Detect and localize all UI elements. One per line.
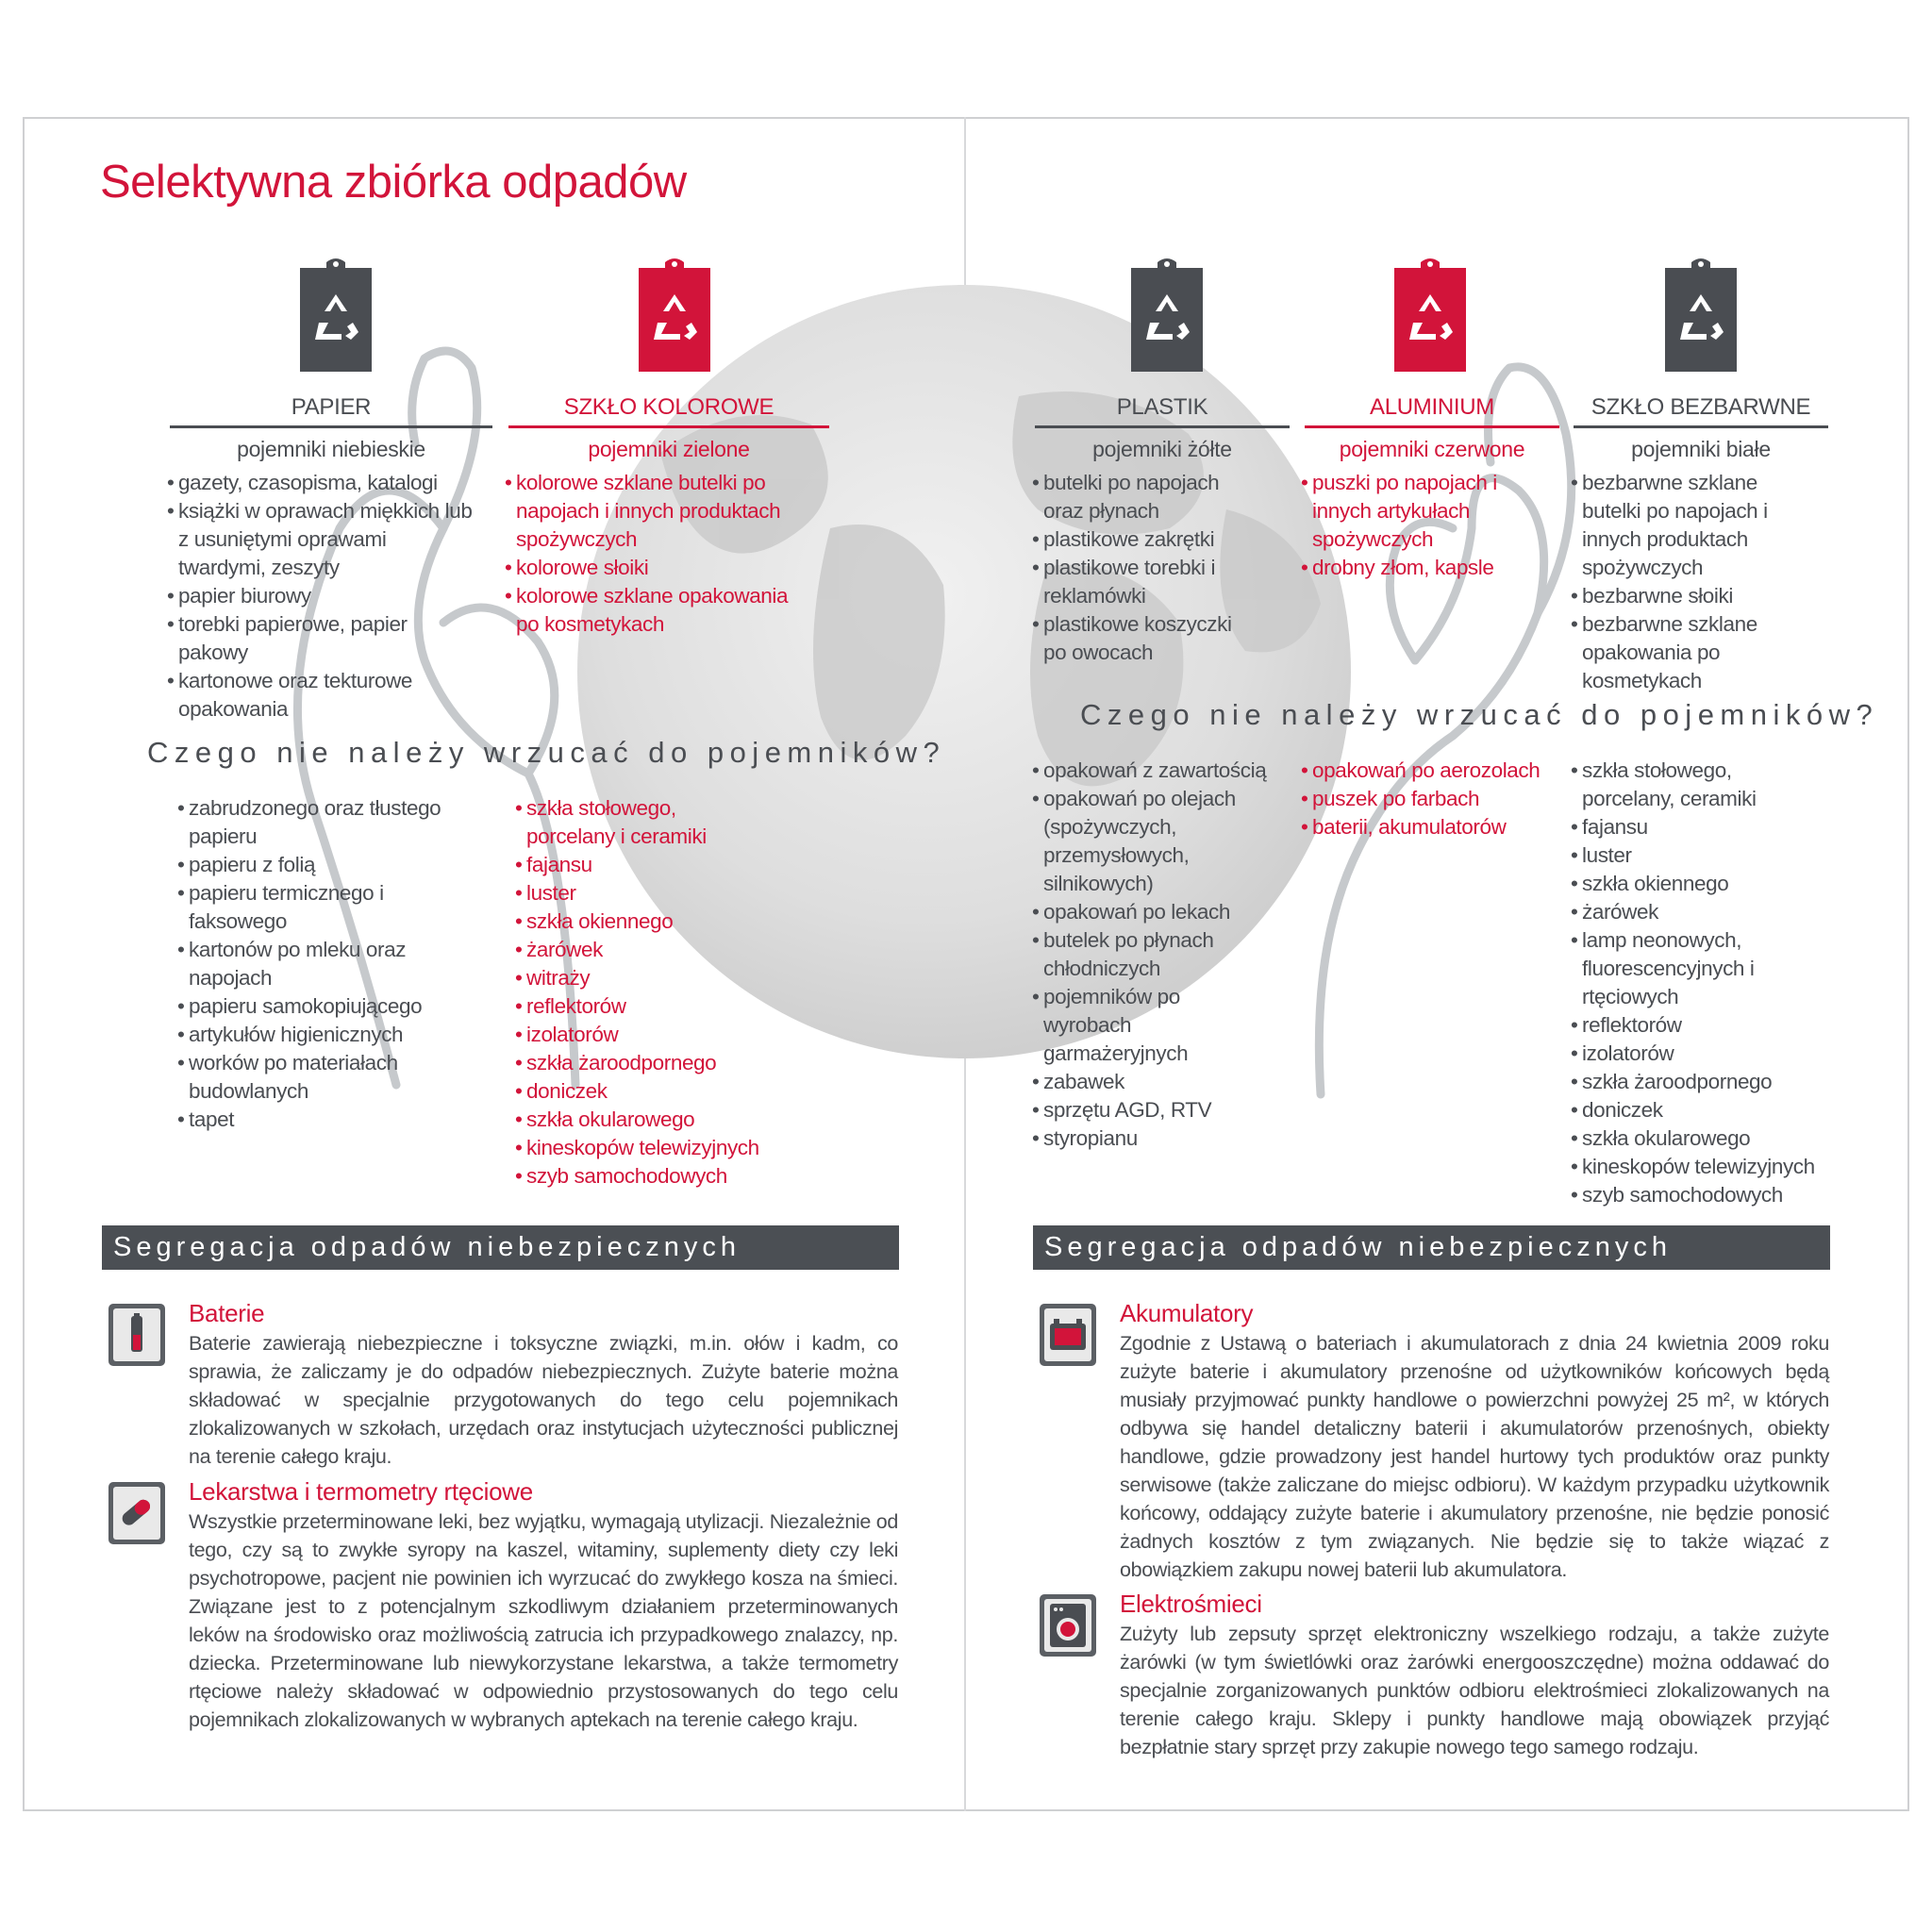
list-item: • styropianu <box>1032 1124 1268 1153</box>
list-item: • żarówek <box>1571 898 1821 926</box>
allowed-list-papier <box>167 469 478 724</box>
container-label: pojemniki czerwone <box>1339 437 1525 461</box>
section-body-elektrosmieci: Zużyty lub zepsuty sprzęt elektroniczny wszelkiego rodzaju, a także zużyte żarówki (w tym świetlówki oraz żarówki energooszczędne) można oddawać do specjalnie zorganizowanych punktów odbioru elektrośmieci zlokalizowanych na terenie całego kraju. Sklepy i punkty handlowe mają obowiązek przyjąć bezpłatnie stary sprzęt przy zakupie nowego tego samego rodzaju. <box>1120 1623 1829 1758</box>
category-name: PLASTIK <box>1116 394 1208 420</box>
list-item: • żarówek <box>515 936 770 964</box>
container-label: pojemniki niebieskie <box>237 437 425 461</box>
list-item: • szkła stołowego, porcelany, ceramiki <box>1571 757 1821 813</box>
section-title-akumulatory: Akumulatory <box>1120 1299 1254 1327</box>
category-name: SZKŁO BEZBARWNE <box>1591 394 1811 420</box>
list-item: • butelek po płynach chłodniczych <box>1032 926 1268 983</box>
list-item: • bezbarwne szklane butelki po napojach i innych produktach spożywczych <box>1571 469 1821 582</box>
container-label: pojemniki białe <box>1631 437 1771 461</box>
list-item: • bezbarwne szklane opakowania po kosmetykach <box>1571 610 1821 695</box>
washing-machine-icon <box>1039 1593 1097 1657</box>
list-item: • gazety, czasopisma, katalogi <box>167 469 478 497</box>
list-item: • szkła żaroodpornego <box>515 1049 770 1077</box>
category-aluminium <box>1305 393 1559 462</box>
recycle-bin-icon <box>289 255 383 377</box>
list-item: • puszki po napojach i innych artykułach spożywczych <box>1301 469 1556 554</box>
list-item: • pojemników po wyrobach garmażeryjnych <box>1032 983 1268 1068</box>
category-name: PAPIER <box>291 394 372 420</box>
list-item: • zabawek <box>1032 1068 1268 1096</box>
page-title: Selektywna zbiórka odpadów <box>100 157 687 208</box>
list-item: • baterii, akumulatorów <box>1301 813 1556 841</box>
list-item: • papier biurowy <box>167 582 478 610</box>
list-item: • torebki papierowe, papier pakowy <box>167 610 478 667</box>
section-body-baterie: Baterie zawierają niebezpieczne i toksyczne związki, m.in. ołów i kadm, co sprawia, że zaliczamy je do odpadów niebezpiecznych. Zużyte baterie można składować w specjalnie przygotowanych do tego celu pojemnikach zlokalizowanych w szkołach, urzędach oraz instytucjach użyteczności publicznej na terenie całego kraju. <box>189 1332 898 1468</box>
category-szklo-kolorowe <box>508 393 829 462</box>
recycle-bin-icon <box>627 255 722 377</box>
list-item: • opakowań po olejach (spożywczych, przemysłowych, silnikowych) <box>1032 785 1268 898</box>
list-item: • izolatorów <box>1571 1040 1821 1068</box>
section-body-akumulatory: Zgodnie z Ustawą o bateriach i akumulatorach z dnia 24 kwietnia 2009 roku zużyte baterie i akumulatory przenośne od użytkowników końcowych będą musiały przyjmować punkty handlowe o powierzchni powyżej 25 m², w których odbywa się handel detaliczny baterii i akumulatorów przenośnych, obiekty handlowe, gdzie prowadzony jest handel hurtowy tych produktów oraz punkty serwisowe (także zaliczane do miejsc odbioru). W każdym przypadku użytkownik końcowy, oddający zużyte baterie i akumulatory przenośne, nie będzie ponosić żadnych kosztów z tym związanych. Nie będzie się to także wiązać z obowiązkiem zakupu nowej baterii lub akumulatora. <box>1120 1332 1829 1581</box>
not-allowed-list-papier <box>177 794 479 1134</box>
allowed-list-szklo-bezbarwne <box>1571 469 1821 695</box>
container-label: pojemniki zielone <box>588 437 750 461</box>
list-item: • papieru samokopiującego <box>177 992 479 1021</box>
list-item: • witraży <box>515 964 770 992</box>
container-label: pojemniki żółte <box>1092 437 1232 461</box>
list-item: • luster <box>1571 841 1821 870</box>
category-plastik <box>1035 393 1290 462</box>
list-item: • kartonów po mleku oraz napojach <box>177 936 479 992</box>
list-item: • szkła okiennego <box>515 908 770 936</box>
section-body-lekarstwa: Wszystkie przeterminowane leki, bez wyjątku, wymagają utylizacji. Niezależnie od tego, czy są to zwykłe syropy na kaszel, witaminy, suplementy diety czy leki psychotropowe, pacjent nie powinien ich wyrzucać do zwykłego kosza na śmieci. Związane jest to z potencjalnym szkodliwym działaniem przeterminowanych leków na środowisko oraz możliwością zatrucia ich przypadkowego znalazcy, np. dziecka. Przeterminowane lub niewykorzystane lekarstwa, a także termometry rtęciowe należy składować w odpowiednio przystosowanych do tego celu pojemnikach zlokalizowanych w wybranych aptekach na terenie całego kraju. <box>189 1510 898 1731</box>
list-item: • doniczek <box>1571 1096 1821 1124</box>
list-item: • plastikowe zakrętki <box>1032 525 1249 554</box>
list-item: • papieru z folią <box>177 851 479 879</box>
list-item: • reflektorów <box>1571 1011 1821 1040</box>
allowed-list-szklo-kolorowe <box>505 469 807 639</box>
list-item: • opakowań po aerozolach <box>1301 757 1556 785</box>
section-title-lekarstwa: Lekarstwa i termometry rtęciowe <box>189 1477 533 1506</box>
list-item: • szkła okularowego <box>1571 1124 1821 1153</box>
list-item: • kolorowe szklane opakowania po kosmetykach <box>505 582 807 639</box>
list-item: • lamp neonowych, fluorescencyjnych i rtęciowych <box>1571 926 1821 1011</box>
list-item: • opakowań z zawartością <box>1032 757 1268 785</box>
list-item: • szyb samochodowych <box>1571 1181 1821 1209</box>
category-rule <box>1035 425 1290 428</box>
list-item: • papieru termicznego i faksowego <box>177 879 479 936</box>
category-papier <box>170 393 492 462</box>
category-name: ALUMINIUM <box>1370 394 1494 420</box>
list-item: • plastikowe torebki i reklamówki <box>1032 554 1249 610</box>
list-item: • szyb samochodowych <box>515 1162 770 1191</box>
hazard-heading-right: Segregacja odpadów niebezpiecznych <box>1033 1225 1830 1270</box>
list-item: • plastikowe koszyczki po owocach <box>1032 610 1249 667</box>
list-item: • książki w oprawach miękkich lub z usuniętymi oprawami twardymi, zeszyty <box>167 497 478 582</box>
list-item: • sprzętu AGD, RTV <box>1032 1096 1268 1124</box>
category-rule <box>170 425 492 428</box>
list-item: • opakowań po lekach <box>1032 898 1268 926</box>
list-item: • reflektorów <box>515 992 770 1021</box>
hazard-heading-left: Segregacja odpadów niebezpiecznych <box>102 1225 899 1270</box>
list-item: • izolatorów <box>515 1021 770 1049</box>
list-item: • kolorowe słoiki <box>505 554 807 582</box>
list-item: • puszek po farbach <box>1301 785 1556 813</box>
list-item: • zabrudzonego oraz tłustego papieru <box>177 794 479 851</box>
medicine-icon <box>108 1481 166 1545</box>
category-rule <box>1305 425 1559 428</box>
list-item: • drobny złom, kapsle <box>1301 554 1556 582</box>
list-item: • szkła okularowego <box>515 1106 770 1134</box>
list-item: • tapet <box>177 1106 479 1134</box>
not-allowed-list-szklo-bezbarwne <box>1571 757 1821 1209</box>
car-battery-icon <box>1039 1303 1097 1367</box>
not-allowed-list-aluminium <box>1301 757 1556 841</box>
list-item: • szkła żaroodpornego <box>1571 1068 1821 1096</box>
not-allowed-list-plastik <box>1032 757 1268 1153</box>
list-item: • worków po materiałach budowlanych <box>177 1049 479 1106</box>
battery-icon <box>108 1303 166 1367</box>
section-title-elektrosmieci: Elektrośmieci <box>1120 1590 1262 1618</box>
allowed-list-aluminium <box>1301 469 1556 582</box>
recycle-bin-icon <box>1654 255 1748 377</box>
list-item: • fajansu <box>1571 813 1821 841</box>
section-title-baterie: Baterie <box>189 1299 265 1327</box>
list-item: • szkła stołowego, porcelany i ceramiki <box>515 794 770 851</box>
list-item: • fajansu <box>515 851 770 879</box>
allowed-list-plastik <box>1032 469 1249 667</box>
not-allowed-list-szklo-kolorowe <box>515 794 770 1191</box>
category-rule <box>1574 425 1828 428</box>
list-item: • artykułów higienicznych <box>177 1021 479 1049</box>
category-name: SZKŁO KOLOROWE <box>563 394 774 420</box>
recycle-bin-icon <box>1120 255 1214 377</box>
list-item: • kolorowe szklane butelki po napojach i innych produktach spożywczych <box>505 469 807 554</box>
list-item: • kineskopów telewizyjnych <box>515 1134 770 1162</box>
not-allowed-heading-right: Czego nie należy wrzucać do pojemników? <box>1080 698 1879 731</box>
category-rule <box>508 425 829 428</box>
list-item: • bezbarwne słoiki <box>1571 582 1821 610</box>
list-item: • kartonowe oraz tekturowe opakowania <box>167 667 478 724</box>
recycle-bin-icon <box>1383 255 1477 377</box>
list-item: • butelki po napojach oraz płynach <box>1032 469 1249 525</box>
not-allowed-heading-left: Czego nie należy wrzucać do pojemników? <box>147 736 946 769</box>
category-szklo-bezbarwne <box>1574 393 1828 462</box>
list-item: • doniczek <box>515 1077 770 1106</box>
list-item: • luster <box>515 879 770 908</box>
list-item: • kineskopów telewizyjnych <box>1571 1153 1821 1181</box>
list-item: • szkła okiennego <box>1571 870 1821 898</box>
